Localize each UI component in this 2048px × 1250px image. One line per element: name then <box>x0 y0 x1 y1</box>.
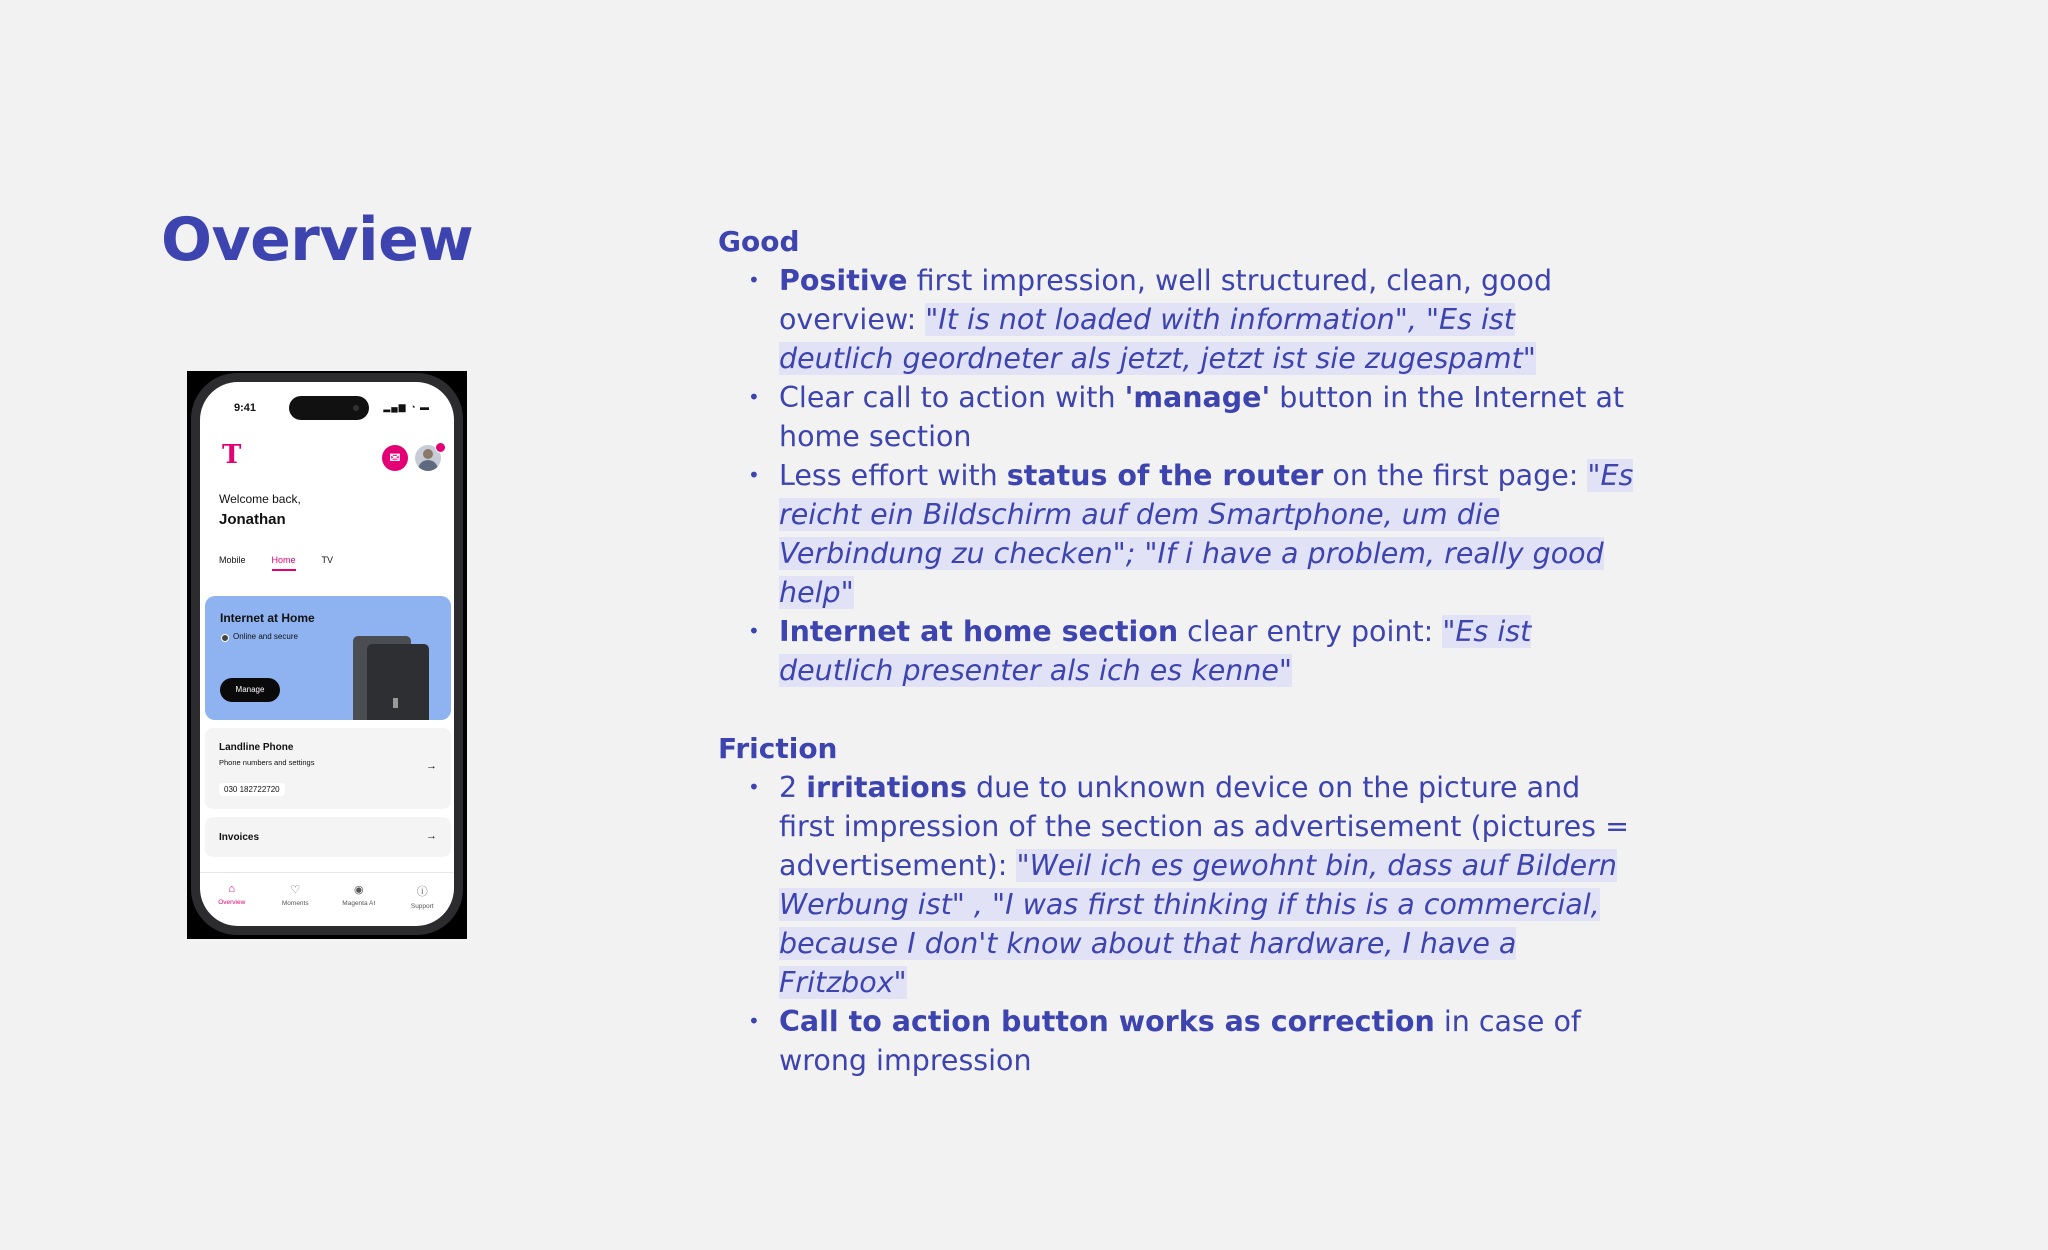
ai-icon: ◉ <box>353 884 364 896</box>
nav-support[interactable] <box>397 883 447 926</box>
friction-section <box>718 729 1638 1080</box>
tab-tv[interactable]: TV <box>321 555 334 565</box>
list-item <box>779 612 1638 690</box>
invoices-card[interactable] <box>205 817 451 857</box>
item-text: clear entry point: <box>1178 615 1443 648</box>
mail-icon[interactable]: ✉ <box>382 445 408 471</box>
invoices-title: Invoices <box>219 832 260 843</box>
good-section <box>718 222 1638 690</box>
nav-label: Overview <box>218 899 246 906</box>
camera-dot <box>353 405 359 411</box>
notes-panel <box>718 222 1638 1080</box>
item-text: first impression, well structured, clean, good overview: <box>779 264 1553 336</box>
emphasis: Positive <box>779 264 908 297</box>
quote: "It is not loaded with information", "Es ist deutlich geordneter als jetzt, jetzt ist sie zugespamt" <box>779 303 1536 375</box>
status-time: 9:41 <box>234 402 257 414</box>
phone-screenshot <box>187 371 467 939</box>
tab-mobile[interactable]: Mobile <box>219 555 246 565</box>
heart-icon: ♡ <box>290 884 301 896</box>
list-item <box>779 378 1638 456</box>
landline-number: 030 182722720 <box>219 783 285 796</box>
router-front <box>367 644 429 720</box>
landline-phone-card[interactable] <box>205 728 451 809</box>
user-name: Jonathan <box>219 511 286 528</box>
nav-label: Moments <box>281 900 309 907</box>
emphasis: Internet at home section <box>779 615 1179 648</box>
nav-magenta-ai[interactable] <box>334 883 384 926</box>
emphasis: irritations <box>806 771 967 804</box>
phone-screen <box>200 382 454 926</box>
nav-label: Support <box>410 903 434 910</box>
good-list <box>718 261 1638 690</box>
list-item <box>779 456 1638 612</box>
item-text: on the first page: <box>1323 459 1588 492</box>
status-dot-icon <box>221 634 229 642</box>
avatar-shoulders <box>418 460 438 471</box>
welcome-text: Welcome back, <box>219 492 301 506</box>
item-text: 2 <box>779 771 807 804</box>
notification-badge <box>435 442 446 453</box>
telekom-logo-icon: T <box>222 440 242 470</box>
item-text: button in the Internet at home section <box>779 381 1625 453</box>
manage-button[interactable]: Manage <box>220 678 280 702</box>
router-led <box>393 698 398 708</box>
emphasis: 'manage' <box>1124 381 1271 414</box>
landline-title: Landline Phone <box>219 742 294 753</box>
phone-body <box>191 373 463 935</box>
emphasis: status of the router <box>1006 459 1324 492</box>
nav-moments[interactable] <box>270 883 320 926</box>
item-text: Less effort with <box>779 459 1007 492</box>
bottom-nav <box>200 872 454 926</box>
dynamic-island <box>289 396 369 420</box>
friction-heading: Friction <box>718 732 838 765</box>
nav-overview[interactable] <box>207 883 257 926</box>
item-text: in case of wrong impression <box>779 1005 1581 1077</box>
arrow-right-icon: → <box>426 760 437 772</box>
internet-at-home-card[interactable] <box>205 596 451 720</box>
item-text: Clear call to action with <box>779 381 1125 414</box>
internet-card-title: Internet at Home <box>220 611 315 625</box>
emphasis: Call to action button works as correction <box>779 1005 1435 1038</box>
quote: "Es ist deutlich presenter als ich es kenne" <box>779 615 1532 687</box>
tab-bar <box>219 555 359 571</box>
list-item <box>779 261 1638 378</box>
nav-label: Magenta AI <box>342 900 376 907</box>
quote: "Weil ich es gewohnt bin, dass auf Bildern Werbung ist" , "I was first thinking if this is a commercial, because I don't know about that hardware, I have a Fritzbox" <box>779 849 1617 999</box>
internet-status: Online and secure <box>233 632 298 641</box>
avatar-head <box>423 449 433 459</box>
landline-subtitle: Phone numbers and settings <box>219 758 315 767</box>
page-title: Overview <box>161 205 474 275</box>
help-icon: ⓘ <box>416 886 428 898</box>
list-item <box>779 1002 1638 1080</box>
item-text: due to unknown device on the picture and first impression of the section as advertisement (pictures = advertisement): <box>779 771 1629 882</box>
router-image <box>353 636 431 720</box>
friction-list <box>718 768 1638 1080</box>
home-icon: ⌂ <box>228 883 236 895</box>
good-heading: Good <box>718 225 800 258</box>
arrow-right-icon: → <box>426 830 437 842</box>
quote: "Es reicht ein Bildschirm auf dem Smartphone, um die Verbindung zu checken"; "If i have a problem, really good help" <box>779 459 1634 609</box>
signal-wifi-battery-icon: ▂▄▆ ◔ ▬ <box>383 402 430 412</box>
tab-home[interactable]: Home <box>272 555 296 571</box>
list-item <box>779 768 1638 1002</box>
